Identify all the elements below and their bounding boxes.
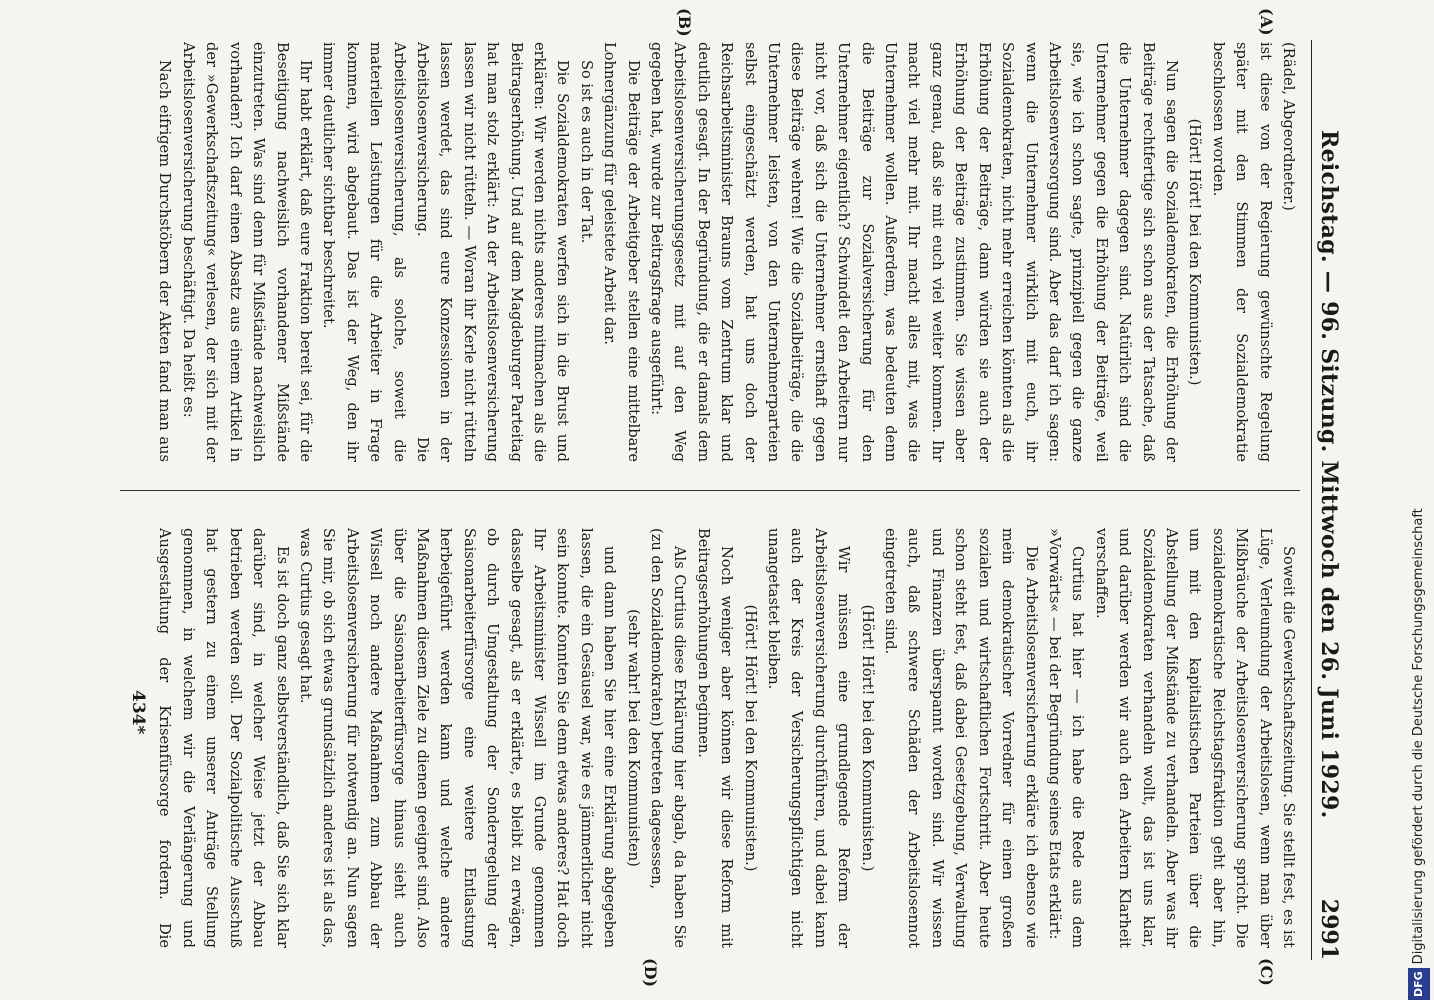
- margin-marker-a: (A): [1257, 8, 1276, 36]
- margin-marker-d: (D): [641, 958, 660, 988]
- left-text-column: [150, 42, 1300, 462]
- paragraph: (sehr wahr! bei den Kommunisten): [624, 609, 642, 867]
- paragraph: Nun sagen die Sozialdemokraten, die Erhöhung der Beiträge rechtfertige sich schon aus der Tatsache, daß die Unternehmer dagegen sind. Natürlich sind die Unternehmer gegen die Erhöhung der Beiträge, weil sie, wie ich schon sagte, prinzipiell gegen die ganze Arbeitslosenversorgung sind. Aber das darf ich sagen: wenn die Unternehmer wirklich mit euch, ihr Sozialdemokraten, nicht mehr erreichen könnten als die Erhöhung der Beiträge, dann würden sie auch der Erhöhung der Beiträge zustimmen. Sie wissen aber ganz genau, daß sie mit euch viel weiter kommen. Ihr macht viel mehr mit. Ihr macht alles mit, was die Unternehmer wollen. Außerdem, was bedeuten denn die Beiträge zur Sozialversicherung für den Unternehmer eigentlich? Schwindelt den Arbeitern nur nicht vor, daß sich die Unternehmer ernsthaft gegen diese Beiträge wehren! Wie die Sozialbeiträge, die die Unternehmer leisten, von den Unternehmerparteien selbst eingeschätzt werden, hat uns doch der Reichsarbeitsminister Brauns vom Zentrum klar und deutlich gesagt. In der Begründung, die er damals dem Arbeitslosenversicherungsgesetz mit auf den Weg gegeben hat, wurde zur Beitragsfrage ausgeführt:: [648, 42, 1180, 462]
- paragraph: Noch weniger aber können wir diese Reform mit Beitragserhöhungen beginnen.: [694, 528, 736, 948]
- paragraph: ist diese von der Regierung gewünschte Regelung später mit den Stimmen der Sozialdemokratie beschlossen worden.: [1209, 42, 1274, 462]
- paragraph: Als Curtius diese Erklärung hier abgab, da haben Sie (zu den Sozialdemokraten) betreten dagesessen,: [648, 528, 689, 948]
- paragraph: Wir müssen eine grundlegende Reform der Arbeitslosenversicherung durchführen, und dabei kann auch der Kreis der Versicherungspflichtigen nicht unangetastet bleiben.: [765, 528, 853, 948]
- credit-text: Digitalisierung gefördert durch die Deutsche Forschungsgemeinschaft: [1411, 508, 1426, 965]
- paragraph: So ist es auch in der Tat.: [577, 60, 595, 244]
- paragraph: Nach eifrigem Durchstöbern der Akten fand man aus: [156, 60, 174, 462]
- paragraph: Die Beiträge der Arbeitgeber stellen eine mittelbare Lohnergänzung für geleistete Arbeit dar.: [601, 42, 642, 462]
- margin-marker-b: (B): [675, 8, 694, 37]
- paragraph: Die Sozialdemokraten werfen sich in die Brust und erklären: Wir werden nichts anderes mitmachen als die Beitragserhöhung. Und auf dem Magdeburger Parteitag hat man stolz erklärt: An der Arbeitslosenversicherung lassen wir nicht rütteln. — Woran ihr Kerle nicht rütteln lassen werdet, das sind eure Konzessionen in der Arbeitslosenversicherung. Die Arbeitslosenversicherung, als solche, soweit die materiellen Leistungen für die Arbeiter in Frage kommen, wird abgebaut. Das ist der Weg, den ihr immer deutlicher sichtbar beschreitet.: [320, 42, 572, 462]
- paragraph: Ihr habt erklärt, daß eure Fraktion bereit sei, für die Beseitigung nachweislich vorhandener Mißstände einzutreten. Was sind denn für Mißstände nachweislich vorhanden? Ich darf einen Absatz aus einem Artikel in der »Gewerkschaftszeitung« verlesen, der sich mit der Arbeitslosenversicherung beschäftigt. Da heißt es:: [179, 42, 314, 462]
- rotated-page-content: [60, 0, 1360, 1000]
- page-number: 2991: [1316, 898, 1342, 960]
- paragraph: Soweit die Gewerkschaftszeitung. Sie stellt fest, es ist Lüge, Verleumdung der Arbeitslosen, wenn man über Mißbräuche der Arbeitslosenversicherung spricht. Die sozialdemokratische Reichstagsfraktion geht aber hin, um mit den kapitalistischen Parteien über die Abstellung der Mißstände zu verhandeln. Aber was ihr Sozialdemokraten verhandeln wollt, das ist uns klar, und darüber werden wir auch den Arbeitern Klarheit verschaffen.: [1092, 528, 1297, 948]
- paragraph: Die Arbeitslosenversicherung erkläre ich ebenso wie mein demokratischer Vorredner für einen großen sozialen und wirtschaftlichen Fortschritt. Aber heute schon steht fest, daß dabei Gesetzgebung, Verwaltung und Finanzen überspannt worden sind. Wir wissen auch, daß schwere Schäden der Arbeitslosennot eingetreten sind.: [882, 528, 1040, 948]
- page-header: [1311, 40, 1352, 960]
- margin-marker-c: (C): [1257, 958, 1276, 986]
- paragraph: (Hört! Hört! bei den Kommunisten.): [741, 604, 759, 872]
- paragraph: und dann haben Sie hier eine Erklärung abgegeben lassen, die ein Gesäusel war, wie es jämmerlicher nicht sein konnte. Konnten Sie denn etwas anderes? Hat doch Ihr Arbeitsminister Wissell im Grunde genommen dasselbe gesagt, als er erklärte, es bleibt zu erwägen, ob durch Umgestaltung der Sonderregelung der Saisonarbeiterfürsorge eine weitere Entlastung herbeigeführt werden kann und welche andere Maßnahmen diesem Ziele zu dienen geeignet sind. Also über die Saisonarbeiterfürsorge hinaus sieht auch Wissell noch andere Maßnahmen zum Abbau der Arbeitslosenversicherung für notwendig an. Nun sagen Sie mir, ob sich etwas grundsätzlich anderes ist als das, was Curtius gesagt hat.: [296, 528, 619, 948]
- paragraph: (Rädel, Abgeordneter.): [1280, 42, 1297, 211]
- paragraph: (Hört! Hört! bei den Kommunisten.): [858, 604, 876, 872]
- dfg-logo: DFG: [1408, 968, 1430, 1000]
- right-text-column: [150, 528, 1300, 948]
- header-title: Reichstag. — 96. Sitzung. Mittwoch den 26. Juni 1929.: [1316, 130, 1342, 819]
- paragraph: (Hört! Hört! bei den Kommunisten.): [1186, 118, 1204, 386]
- column-divider: [120, 490, 1300, 491]
- paragraph: Es ist doch ganz selbstverständlich, daß Sie sich klar darüber sind, in welcher Weise jetzt der Abbau betrieben werden soll. Der Sozialpolitische Ausschuß hat gestern zu einem unserer Anträge Stellung genommen, in welchem wir die Verlängerung und Ausgestaltung der Krisenfürsorge fordern. Die: [156, 528, 291, 948]
- paragraph: Curtius hat hier — ich habe die Rede aus dem »Vorwärts« — bei der Begründung seines Etats erklärt:: [1045, 528, 1087, 948]
- signature-mark: 434*: [128, 690, 148, 735]
- digitization-credit: [1408, 508, 1430, 1000]
